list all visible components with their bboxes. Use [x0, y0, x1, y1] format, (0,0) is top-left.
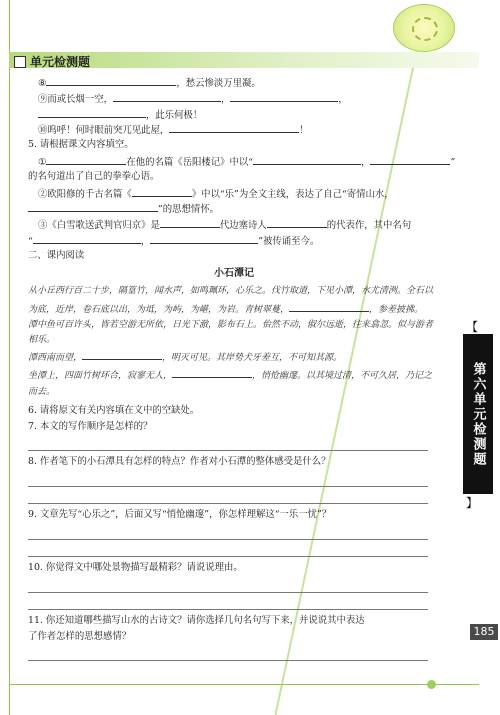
checkbox-square-icon — [14, 56, 26, 68]
bracket-bottom-icon: 】 — [466, 496, 479, 510]
blank[interactable] — [28, 200, 158, 212]
blank[interactable] — [132, 185, 192, 197]
blank[interactable] — [33, 232, 141, 244]
question-8: 8. 作者笔下的小石潭具有怎样的特点？作者对小石潭的整体感受是什么？ — [28, 456, 331, 468]
answer-line[interactable] — [28, 593, 428, 610]
blank[interactable] — [169, 121, 299, 133]
question-10: 10. 你觉得文中哪处景物描写最精彩？请说说理由。 — [28, 561, 243, 573]
page-number: 185 — [470, 624, 498, 640]
q4-line8: ⑧ ，愁云惨淡万里凝。 — [28, 74, 440, 90]
q5-item1-cont: 的名句道出了自己的拳拳心语。 — [28, 170, 160, 182]
answer-line[interactable] — [28, 470, 428, 487]
q5-item3-cont: “ ， ”被传诵至今。 — [28, 232, 440, 248]
blank[interactable] — [46, 153, 126, 165]
bottom-rule — [9, 684, 479, 685]
q4-line9: ⑨而或长烟一空， ， ， — [28, 90, 440, 106]
question-11-cont: 了作者怎样的思想感情？ — [28, 630, 132, 642]
blank[interactable] — [113, 90, 221, 102]
decorative-emblem-icon — [393, 4, 455, 52]
bracket-top-icon: 【 — [466, 320, 479, 334]
question-7: 7. 本文的写作顺序是怎样的？ — [28, 420, 153, 432]
q5-item2: ②欧阳修的千古名篇《 》中以“乐”为全文主线，表达了自己“寄情山水， — [28, 185, 440, 201]
answer-line[interactable] — [28, 576, 428, 593]
question-6: 6. 请将原文有关内容填在文中的空缺处。 — [28, 404, 200, 416]
passage-title: 小石潭记 — [214, 267, 254, 279]
blank[interactable] — [150, 232, 258, 244]
q4-line9b: ，此乐何极！ — [28, 106, 440, 122]
section-title: 单元检测题 — [14, 53, 90, 70]
question-9: 9. 文章先写“心乐之”，后面又写“悄怆幽邃”，你怎样理解这“一乐一忧”？ — [28, 509, 332, 521]
main-content — [28, 74, 456, 661]
side-tab: 第六单元检测题 — [463, 334, 493, 494]
blank[interactable] — [46, 74, 176, 86]
q5-item1: ① 在他的名篇《岳阳楼记》中以“ ， ” — [28, 153, 440, 169]
q5-title: 5. 请根据课文内容填空。 — [28, 139, 134, 151]
answer-line[interactable] — [28, 523, 428, 540]
answer-line[interactable] — [28, 644, 428, 661]
blank[interactable] — [253, 153, 361, 165]
section2-title: 二、课内阅读 — [28, 249, 85, 261]
passage-body — [28, 284, 440, 399]
bottom-dot-icon — [427, 680, 436, 689]
passage-paragraph-4: 坐潭上，四面竹树环合，寂寥无人， ，悄怆幽邃。以其境过清，不可久居，乃记之而去。 — [28, 366, 440, 399]
q5-item3: ③《白雪歌送武判官归京》是 代边塞诗人 的代表作，其中名句 — [28, 216, 440, 232]
left-rail — [9, 0, 10, 715]
question-11: 11. 你还知道哪些描写山水的古诗文？请你选择几句名句写下来，并说说其中表达 — [28, 614, 365, 626]
blank[interactable] — [38, 106, 146, 118]
blank[interactable] — [172, 366, 252, 378]
blank[interactable] — [289, 300, 369, 312]
passage-paragraph-1: 从小丘西行百二十步，隔篁竹，闻水声，如鸣珮环，心乐之。伐竹取道，下见小潭，水尤清洌。全石以为底，近岸，卷石底以出，为坻，为屿，为嵁，为岩。青树翠蔓， ，参差披拂。 — [28, 286, 434, 315]
answer-line[interactable] — [28, 487, 428, 504]
passage-paragraph-3: 潭西南而望， ，明灭可见。其岸势犬牙差互，不可知其源。 — [28, 348, 440, 366]
blank[interactable] — [267, 216, 327, 228]
answer-line[interactable] — [28, 434, 428, 451]
passage-paragraph-2: 潭中鱼可百许头，皆若空游无所依，日光下澈，影布石上。佁然不动，俶尔远逝，往来翕忽。似与游者相乐。 — [28, 319, 434, 345]
blank[interactable] — [82, 348, 162, 360]
blank[interactable] — [160, 216, 220, 228]
answer-line[interactable] — [28, 540, 428, 557]
q5-item2-cont: ”的思想情怀。 — [28, 200, 440, 216]
q4-line10: ⑩呜呼！何时眼前突兀见此屋， ！ — [28, 121, 440, 137]
blank[interactable] — [230, 90, 338, 102]
blank[interactable] — [370, 153, 450, 165]
